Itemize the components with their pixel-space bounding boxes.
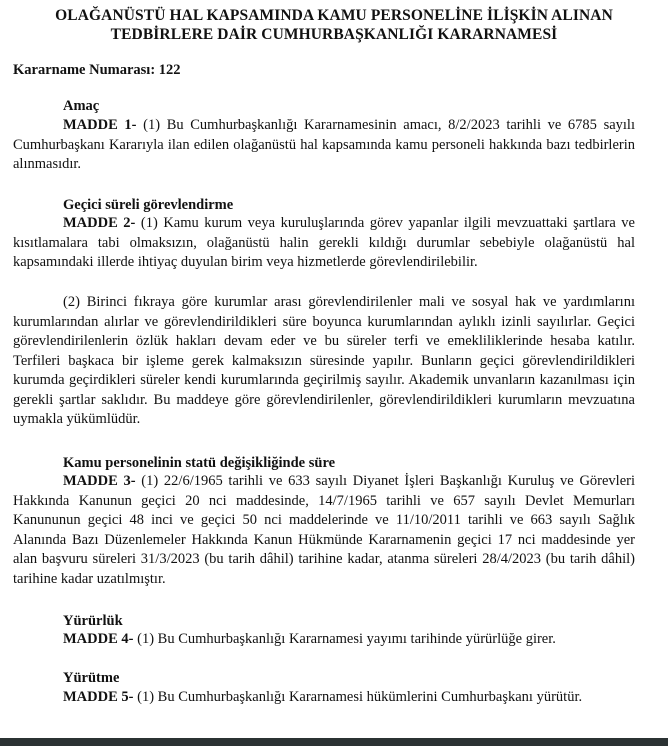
decree-number: Kararname Numarası: 122 — [13, 62, 181, 78]
bottom-edge-bar — [0, 738, 668, 746]
article-5-text: (1) Bu Cumhurbaşkanlığı Kararnamesi hükümlerini Cumhurbaşkanı yürütür. — [133, 689, 583, 705]
section-heading-amac: Amaç — [63, 98, 100, 114]
article-2-lead: MADDE 2- — [63, 215, 136, 231]
article-1-lead: MADDE 1- — [63, 117, 137, 133]
article-1-paragraph-1 — [13, 116, 635, 175]
article-4-lead: MADDE 4- — [63, 631, 134, 647]
document-title-line-1: OLAĞANÜSTÜ HAL KAPSAMINDA KAMU PERSONELİNE İLİŞKİN ALINAN — [55, 7, 613, 24]
article-2-paragraph-2 — [13, 293, 635, 430]
document-title-line-2: TEDBİRLERE DAİR CUMHURBAŞKANLIĞI KARARNAMESİ — [110, 26, 558, 43]
article-3-paragraph-1 — [13, 472, 635, 589]
section-heading-yururluk: Yürürlük — [63, 613, 123, 629]
section-heading-yurutme: Yürütme — [63, 670, 120, 686]
article-3-text: (1) 22/6/1965 tarihli ve 633 sayılı Diyanet İşleri Başkanlığı Kuruluş ve Görevleri Hakkında Kanunun geçici 20 nci maddesinde, 14/7/1965 tarihli ve 657 sayılı Devlet Memurları Kanununun geçici 48 inci ve geçici 50 nci maddelerinde ve 11/10/2011 tarihli ve 663 sayılı Sağlık Alanında Bazı Düzenlemeler Hakkında Kanun Hükmünde Kararnamenin geçici 17 nci maddesinde yer alan başvuru süreleri 31/3/2023 (bu tarih dâhil) tarihine kadar, atanma süreleri 28/4/2023 (bu tarih dâhil) tarihine kadar uzatılmıştır. — [13, 473, 636, 587]
article-2-text-1: (1) Kamu kurum veya kuruluşlarında görev yapanlar ilgili mevzuattaki şartlara ve kısıtlamalara tabi olmaksızın, olağanüstü halin gerekli kıldığı durumlar sebebiyle olağanüstü hal kapsamındaki illerde ihtiyaç duyulan birim veya hizmetlerde görevlendirilebilir. — [13, 215, 635, 270]
article-4-paragraph-1 — [13, 630, 635, 650]
article-4-text: (1) Bu Cumhurbaşkanlığı Kararnamesi yayımı tarihinde yürürlüğe girer. — [133, 631, 556, 647]
article-2-paragraph-1 — [13, 214, 635, 273]
article-1-text: (1) Bu Cumhurbaşkanlığı Kararnamesinin amacı, 8/2/2023 tarihli ve 6785 sayılı Cumhurbaşkanı Kararıyla ilan edilen olağanüstü hal kapsamında kamu personeli hakkında bazı tedbirlerin alınmasıdır. — [13, 117, 635, 172]
document-title — [12, 6, 656, 44]
section-heading-gecici-sureli-gorevlendirme: Geçici süreli görevlendirme — [63, 197, 234, 213]
article-2-text-2: (2) Birinci fıkraya göre kurumlar arası görevlendirilenler mali ve sosyal hak ve yardımlarını kurumlarından alırlar ve görevlendirildikleri süre boyunca kurumlarından aylıklı izinli sayılırlar. Geçici görevlendirilenlerin özlük hakları devam eder ve bu süreler terfi ve emekliliklerinde hesaba katılır. Terfileri başkaca bir işleme gerek kalmaksızın süresinde yapılır. Bunların geçici görevlendirildikleri kurumda geçirdikleri süreler kendi kurumlarında geçirilmiş sayılır. Akademik unvanların kazanılması için gerekli şartlar saklıdır. Bu maddeye göre görevlendirilenler, görevlendirildikleri kurumların mevzuatına uymakla yükümlüdür. — [13, 294, 635, 427]
article-5-lead: MADDE 5- — [63, 689, 134, 705]
article-3-lead: MADDE 3- — [63, 473, 136, 489]
section-heading-statu-degisikligi: Kamu personelinin statü değişikliğinde süre — [63, 455, 336, 471]
article-5-paragraph-1 — [13, 688, 635, 708]
